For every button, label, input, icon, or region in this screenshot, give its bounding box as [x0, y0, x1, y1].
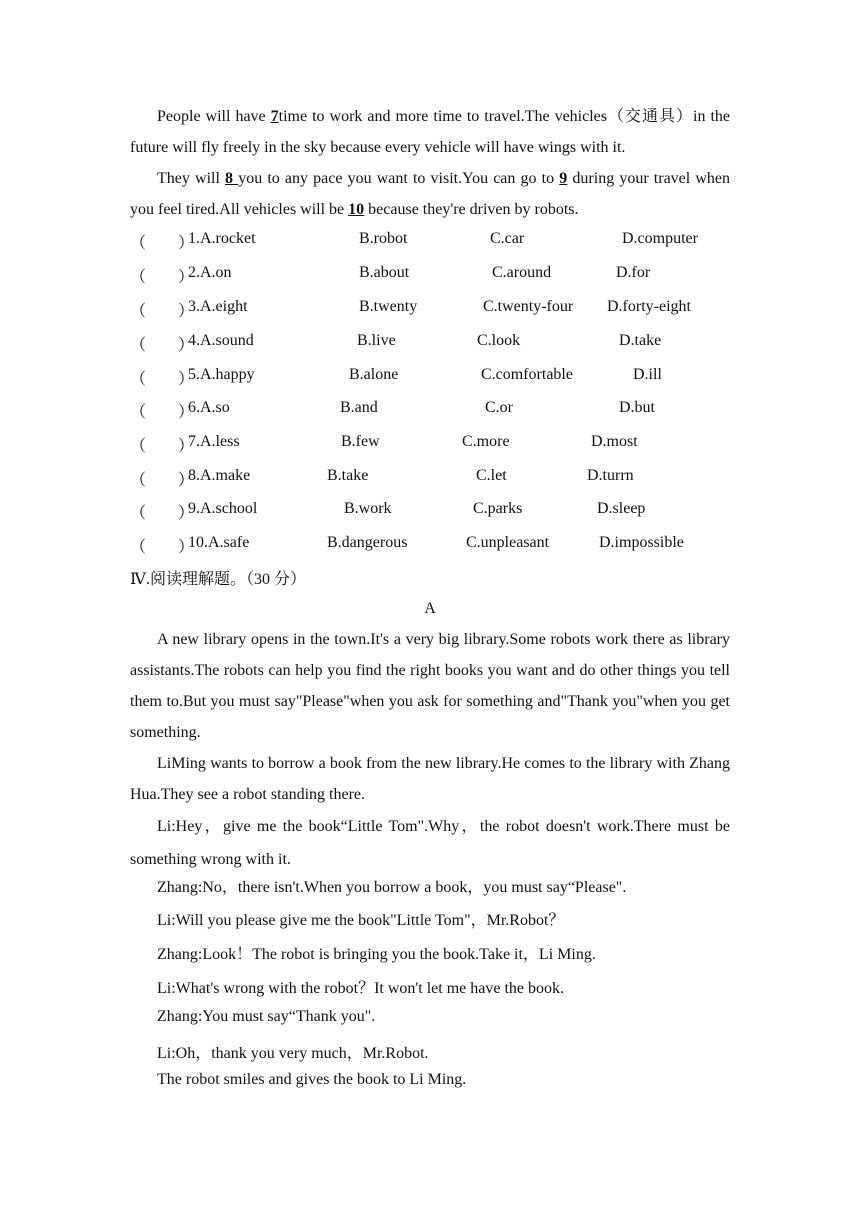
option-a: 6.A.so [188, 399, 230, 416]
option-d: D.take [619, 332, 662, 349]
blank-number: 9 [559, 170, 568, 187]
option-a: 8.A.make [188, 467, 251, 484]
option-c: C.look [477, 332, 521, 349]
passage-paragraph-2: LiMing wants to borrow a book from the new library.He comes to the library with Zhang Hua.They see a robot standing there. [130, 755, 730, 803]
option-c: C.or [485, 399, 513, 416]
section-heading: Ⅳ.阅读理解题。（30 分） [130, 571, 306, 588]
option-b: B.about [359, 264, 410, 281]
option-a: 9.A.school [188, 500, 258, 517]
passage-paragraph-1: A new library opens in the town.It's a very big library.Some robots work there as library assistants.The robots can help you find the right books you want and do other things you tell them to.But you must say"Please"when you ask for something and"Thank you"when you get something. [130, 631, 730, 741]
option-b: B.live [357, 332, 396, 349]
answer-parentheses[interactable]: （ ） [130, 438, 195, 455]
answer-parentheses[interactable]: （ ） [130, 337, 195, 354]
option-a: 10.A.safe [188, 534, 250, 551]
option-c: C.unpleasant [466, 534, 550, 551]
option-b: B.robot [359, 230, 408, 247]
blank-number: 7 [270, 108, 279, 125]
passage-paragraph-3: Li:Hey，give me the book“Little Tom".Why，the robot doesn't work.There must be something wrong with it. [130, 818, 730, 868]
answer-parentheses[interactable]: （ ） [130, 235, 195, 252]
option-a: 2.A.on [188, 264, 232, 281]
text-run: time to work and more time to travel.The vehicles（交通具）in the future will fly freely in the sky because every vehicle will have wings with it. [130, 108, 731, 156]
answer-parentheses[interactable]: （ ） [130, 303, 195, 320]
answer-parentheses[interactable]: （ ） [130, 472, 195, 489]
text-run: during your travel when you feel tired.All vehicles will be [130, 170, 731, 218]
cloze-paragraph-2 [130, 163, 730, 225]
dialogue-line: Zhang:Look！The robot is bringing you the book.Take it，Li Ming. [157, 946, 596, 963]
option-b: B.twenty [359, 298, 418, 315]
dialogue-line: Zhang:No，there isn't.When you borrow a book，you must say“Please". [157, 879, 627, 896]
option-c: C.twenty-four [483, 298, 574, 315]
option-a: 5.A.happy [188, 366, 255, 383]
blank-number: 8 [225, 170, 239, 187]
option-c: C.car [490, 230, 525, 247]
option-d: D.turrn [587, 467, 634, 484]
option-d: D.but [619, 399, 655, 416]
answer-parentheses[interactable]: （ ） [130, 371, 195, 388]
option-b: B.and [340, 399, 378, 416]
option-d: D.ill [633, 366, 662, 383]
answer-parentheses[interactable]: （ ） [130, 404, 195, 421]
option-a: 4.A.sound [188, 332, 254, 349]
answer-parentheses[interactable]: （ ） [130, 539, 195, 556]
text-run: because they're driven by robots. [364, 201, 579, 218]
option-d: D.sleep [597, 500, 646, 517]
dialogue-line: Li:Will you please give me the book"Little Tom"，Mr.Robot？ [157, 912, 565, 929]
dialogue-line: Li:What's wrong with the robot？It won't let me have the book. [157, 980, 565, 997]
option-d: D.computer [622, 230, 698, 247]
option-c: C.parks [473, 500, 523, 517]
dialogue-line: Zhang:You must say“Thank you". [157, 1008, 376, 1025]
dialogue-line: The robot smiles and gives the book to Li Ming. [157, 1071, 467, 1088]
answer-parentheses[interactable]: （ ） [130, 505, 195, 522]
blank-number: 10 [348, 201, 365, 218]
option-a: 3.A.eight [188, 298, 248, 315]
text-run: They will [157, 170, 226, 187]
option-a: 7.A.less [188, 433, 240, 450]
cloze-paragraph-1 [130, 101, 730, 163]
cloze-passage [130, 101, 730, 225]
option-b: B.take [327, 467, 369, 484]
option-d: D.impossible [599, 534, 684, 551]
option-d: D.for [616, 264, 651, 281]
option-d: D.most [591, 433, 638, 450]
option-a: 1.A.rocket [188, 230, 256, 247]
answer-parentheses[interactable]: （ ） [130, 269, 195, 286]
text-run: you to any pace you want to visit.You can go to [238, 170, 560, 187]
option-c: C.more [462, 433, 510, 450]
reading-passage [130, 624, 730, 876]
option-b: B.few [341, 433, 380, 450]
option-d: D.forty-eight [607, 298, 691, 315]
option-c: C.let [476, 467, 507, 484]
option-b: B.work [344, 500, 392, 517]
option-c: C.around [492, 264, 552, 281]
text-run: People will have [157, 108, 271, 125]
option-b: B.dangerous [327, 534, 408, 551]
option-c: C.comfortable [481, 366, 573, 383]
passage-label: A [424, 600, 436, 617]
dialogue-line: Li:Oh，thank you very much，Mr.Robot. [157, 1045, 429, 1062]
option-b: B.alone [349, 366, 399, 383]
